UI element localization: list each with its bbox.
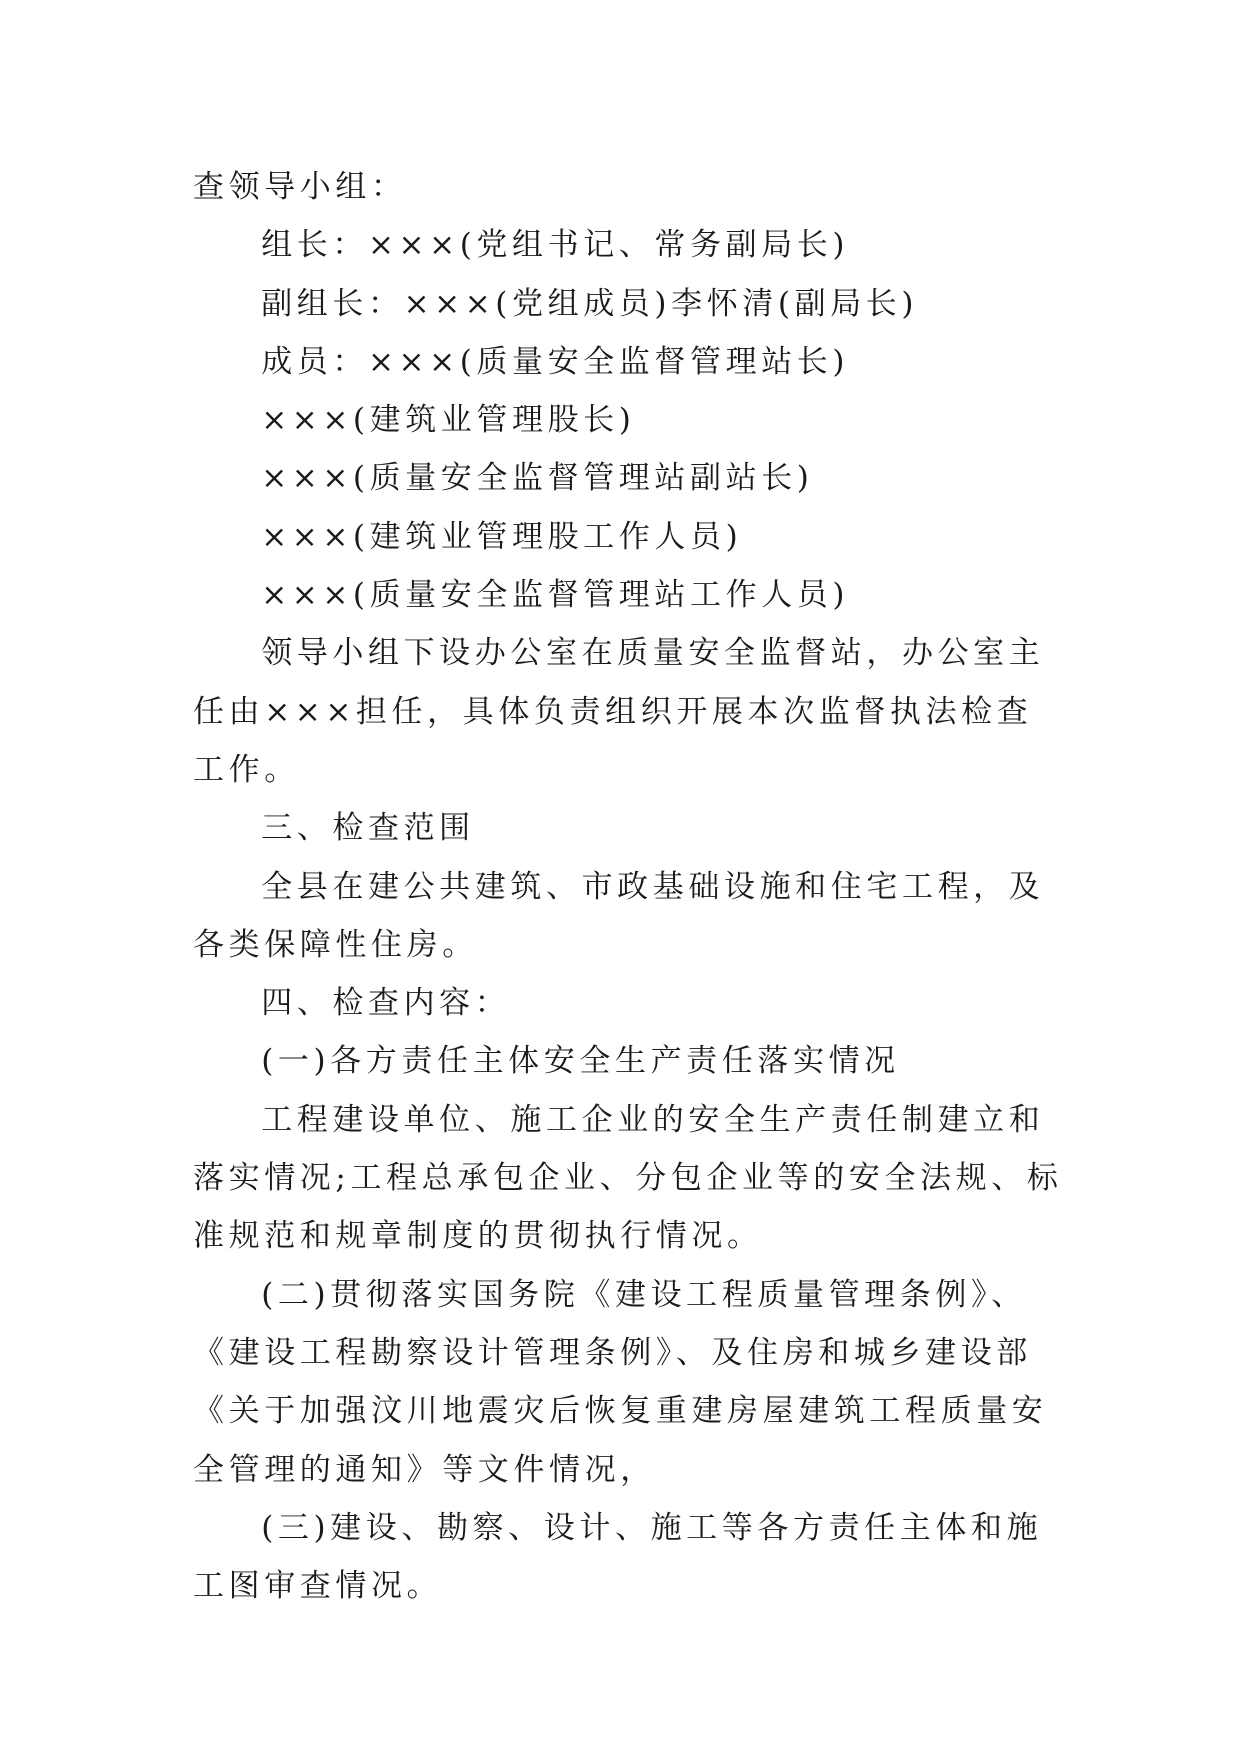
subsection-heading-1: (一)各方责任主体安全生产责任落实情况 [261, 1043, 900, 1080]
paragraph-scope: 全县在建公共建筑、市政基础设施和住宅工程，及各类保障性住房。 [193, 868, 1045, 963]
paragraph-group-leader: 组长：×××(党组书记、常务副局长) [261, 227, 850, 264]
paragraph-member-2: ×××(建筑业管理股长) [261, 402, 636, 439]
paragraph-responsibility: 工程建设单位、施工企业的安全生产责任制建立和落实情况;工程总承包企业、分包企业等的安全法规、标准规范和规章制度的贯彻执行情况。 [193, 1101, 1063, 1255]
paragraph-member-3: ×××(质量安全监督管理站副站长) [261, 460, 814, 497]
document-body [193, 158, 1063, 1615]
paragraph-deputy-leader: 副组长：×××(党组成员)李怀清(副局长) [261, 285, 919, 322]
paragraph-office: 领导小组下设办公室在质量安全监督站，办公室主任由×××担任，具体负责组织开展本次监督执法检查工作。 [193, 635, 1045, 788]
subsection-heading-3: (三)建设、勘察、设计、施工等各方责任主体和施工图审查情况。 [193, 1509, 1043, 1605]
paragraph-member-4: ×××(建筑业管理股工作人员) [261, 518, 743, 555]
section-heading-content: 四、检查内容： [261, 985, 511, 1022]
subsection-heading-2: (二)贯彻落实国务院《建设工程质量管理条例》、《建设工程勘察设计管理条例》、及住房和城乡建设部《关于加强汶川地震灾后恢复重建房屋建筑工程质量安全管理的通知》等文件情况， [193, 1276, 1048, 1488]
paragraph-heading-continuation: 查领导小组： [193, 169, 407, 205]
paragraph-members: 成员：×××(质量安全监督管理站长) [261, 343, 850, 380]
section-heading-scope: 三、检查范围 [261, 810, 475, 847]
paragraph-member-5: ×××(质量安全监督管理站工作人员) [261, 577, 850, 614]
